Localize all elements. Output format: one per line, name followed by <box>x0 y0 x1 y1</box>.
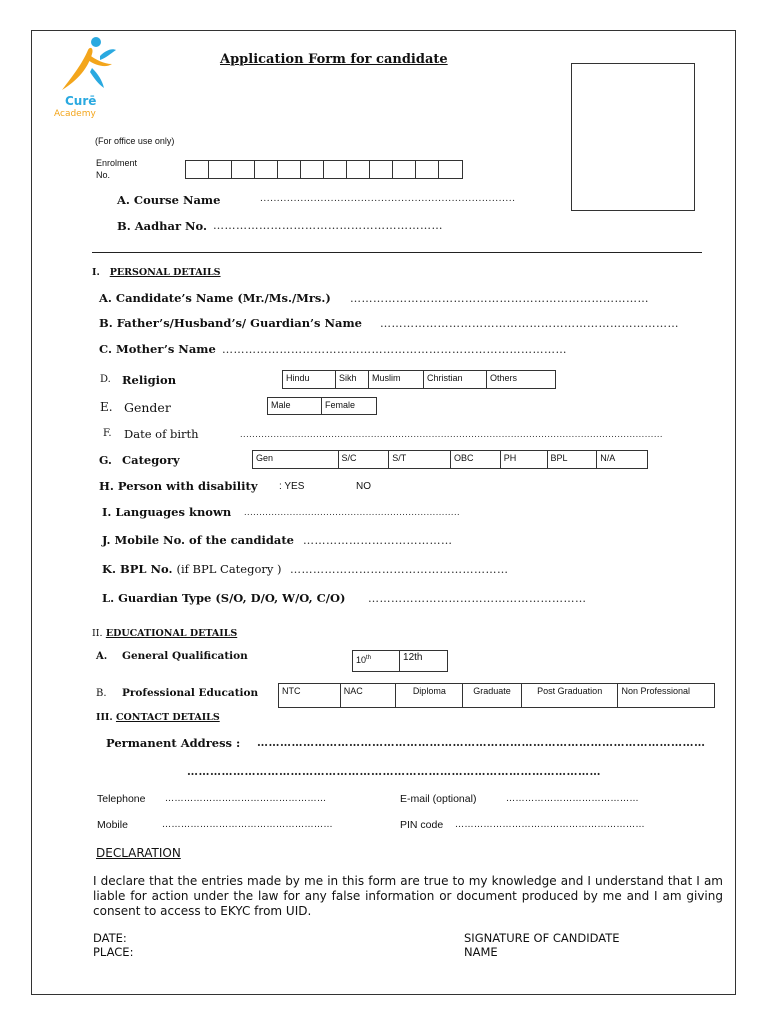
logo-sub: Academy <box>54 109 96 119</box>
category-letter: G. <box>99 454 112 467</box>
aadhar-field[interactable]: …………………………………………………… <box>213 219 443 232</box>
telephone-field[interactable]: …………………………………………… <box>165 794 327 804</box>
professional-option-nac[interactable]: NAC <box>341 684 397 707</box>
category-option-bpl[interactable]: BPL <box>548 451 598 468</box>
educational-section-heading <box>92 628 237 639</box>
candidate-name-field[interactable]: …………………………………………………………………… <box>350 292 649 305</box>
religion-label: Religion <box>122 373 177 387</box>
photo-box[interactable] <box>571 63 695 211</box>
bpl-label-bold: K. BPL No. <box>102 562 173 576</box>
category-option-obc[interactable]: OBC <box>451 451 501 468</box>
educational-num: II. <box>92 628 103 639</box>
form-title: Application Form for candidate <box>220 52 448 67</box>
disability-label: H. Person with disability <box>99 479 258 493</box>
languages-label: I. Languages known <box>102 505 232 519</box>
gender-label: Gender <box>124 400 171 415</box>
signature-label: SIGNATURE OF CANDIDATE <box>464 931 620 945</box>
contact-heading: CONTACT DETAILS <box>115 712 220 723</box>
professional-option-diploma[interactable]: Diploma <box>396 684 463 707</box>
disability-yes[interactable]: : YES <box>279 481 305 492</box>
religion-option-hindu[interactable]: Hindu <box>283 371 336 388</box>
course-name-field[interactable]: ............................................................................ <box>260 194 516 204</box>
guardian-type-label: L. Guardian Type (S/O, D/O, W/O, C/O) <box>102 591 346 605</box>
professional-option-ntc[interactable]: NTC <box>279 684 341 707</box>
professional-letter: B. <box>96 688 107 699</box>
name-label: NAME <box>464 945 498 959</box>
declaration-heading: DECLARATION <box>96 846 181 860</box>
professional-option-non-professional[interactable]: Non Professional <box>621 686 690 696</box>
bpl-label <box>102 562 282 576</box>
dob-letter: F. <box>103 428 112 439</box>
mobile-contact-field[interactable]: ……………………………………………… <box>162 820 333 830</box>
general-option-12[interactable]: 12th <box>403 652 423 663</box>
bpl-field[interactable]: ………………………………………………… <box>290 563 509 576</box>
mother-name-label: C. Mother’s Name <box>99 342 216 356</box>
religion-option-others[interactable]: Others <box>490 373 518 383</box>
contact-section-heading <box>96 712 220 723</box>
educational-heading: EDUCATIONAL DETAILS <box>105 628 238 639</box>
mobile-contact-label: Mobile <box>97 819 128 831</box>
permanent-address-field-2[interactable]: ……………………………………………………………………………………………… <box>187 765 601 778</box>
religion-option-muslim[interactable]: Muslim <box>369 371 424 388</box>
divider <box>92 252 702 253</box>
gender-option-male[interactable]: Male <box>268 398 322 414</box>
father-name-label: B. Father’s/Husband’s/ Guardian’s Name <box>99 316 362 330</box>
gender-letter: E. <box>100 400 113 414</box>
mobile-field[interactable]: ………………………………… <box>303 534 453 547</box>
bpl-note: (if BPL Category ) <box>176 562 282 576</box>
academy-logo <box>52 34 122 124</box>
runner-logo-icon <box>52 34 122 96</box>
enrolment-label: Enrolment <box>96 158 138 168</box>
pin-code-field[interactable]: …………………………………………………… <box>455 820 645 830</box>
professional-education-options[interactable] <box>278 683 715 708</box>
general-qualification-options[interactable] <box>352 650 448 672</box>
contact-num: III. <box>96 712 113 723</box>
place-label: PLACE: <box>93 945 134 959</box>
gender-options[interactable] <box>267 397 377 415</box>
father-name-field[interactable]: …………………………………………………………………… <box>380 317 679 330</box>
religion-letter: D. <box>100 374 111 385</box>
pin-code-label: PIN code <box>400 819 444 831</box>
disability-no[interactable]: NO <box>356 481 371 492</box>
date-label: DATE: <box>93 931 127 945</box>
category-options[interactable] <box>252 450 648 469</box>
languages-field[interactable]: ....................................................................... <box>244 508 461 517</box>
email-field[interactable]: …………………………………… <box>506 794 639 804</box>
professional-option-graduate[interactable]: Graduate <box>463 684 522 707</box>
guardian-type-field[interactable]: ………………………………………………… <box>368 592 587 605</box>
dob-field[interactable]: ........................................................................................................................................... <box>240 430 663 439</box>
enrolment-boxes[interactable] <box>185 160 463 179</box>
general-letter: A. <box>96 651 108 662</box>
category-option-sc[interactable]: S/C <box>339 451 390 468</box>
dob-label: Date of birth <box>124 427 199 441</box>
declaration-text: I declare that the entries made by me in this form are true to my knowledge and I understand that I am liable for action under the law for any false information or document produced by me and I am giving consent to access to EKYC from UID. <box>93 874 723 918</box>
aadhar-label: B. Aadhar No. <box>117 219 208 233</box>
personal-num: I. <box>92 267 100 278</box>
category-option-ph[interactable]: PH <box>501 451 548 468</box>
personal-heading: PERSONAL DETAILS <box>109 267 221 278</box>
personal-section-heading <box>92 267 221 278</box>
category-option-na[interactable]: N/A <box>600 453 616 463</box>
religion-option-christian[interactable]: Christian <box>424 371 487 388</box>
religion-options[interactable] <box>282 370 556 389</box>
telephone-label: Telephone <box>97 793 146 805</box>
general-option-10[interactable]: 10th <box>353 651 400 671</box>
category-option-st[interactable]: S/T <box>389 451 451 468</box>
category-label: Category <box>122 453 180 467</box>
category-option-gen[interactable]: Gen <box>253 451 339 468</box>
logo-brand: Curē <box>65 94 97 108</box>
professional-education-label: Professional Education <box>122 687 259 699</box>
gender-option-female[interactable]: Female <box>325 400 356 410</box>
permanent-address-label: Permanent Address : <box>106 736 241 750</box>
professional-option-post-graduation[interactable]: Post Graduation <box>522 684 619 707</box>
candidate-name-label: A. Candidate’s Name (Mr./Ms./Mrs.) <box>99 291 331 305</box>
email-label: E-mail (optional) <box>400 793 477 805</box>
course-name-label: A. Course Name <box>117 193 221 207</box>
enrolment-label-no: No. <box>96 170 111 180</box>
office-use-note: (For office use only) <box>95 136 175 146</box>
mobile-label: J. Mobile No. of the candidate <box>102 533 295 547</box>
general-qualification-label: General Qualification <box>122 650 248 662</box>
permanent-address-field-1[interactable]: ……………………………………………………………………………………………………… <box>257 736 706 749</box>
religion-option-sikh[interactable]: Sikh <box>336 371 369 388</box>
mother-name-field[interactable]: ……………………………………………………………………………… <box>222 343 567 356</box>
